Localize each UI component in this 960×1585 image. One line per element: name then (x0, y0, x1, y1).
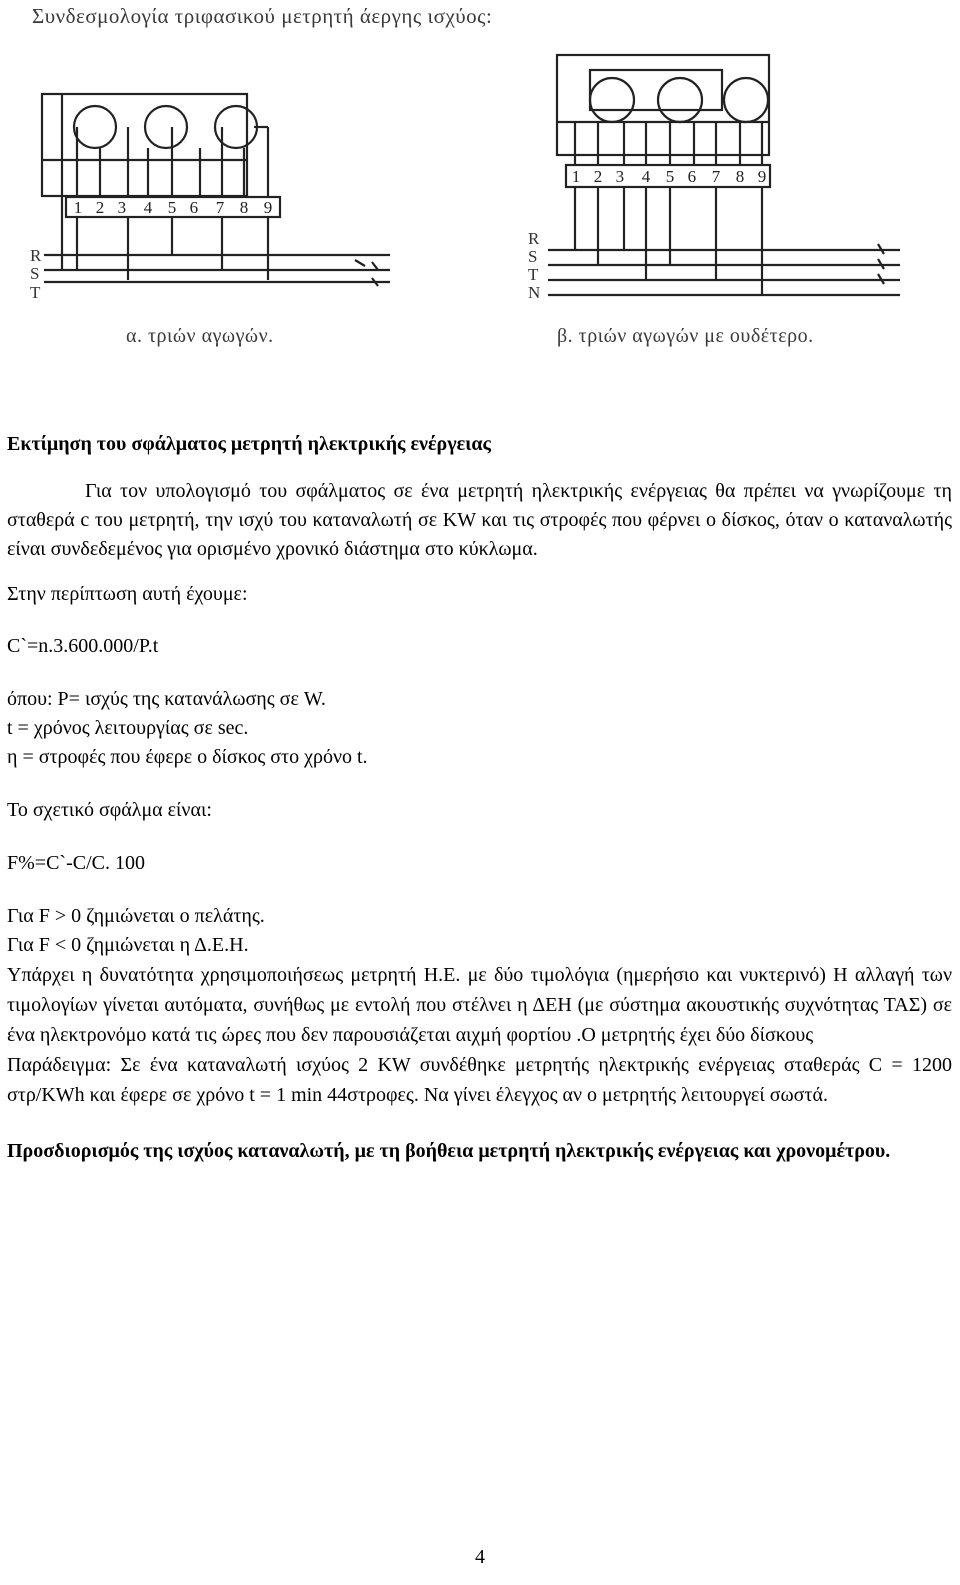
formula-f: F%=C`-C/C. 100 (7, 852, 145, 874)
where-t: t = χρόνος λειτουργίας σε sec. (7, 717, 249, 739)
section-error-estimation (7, 430, 952, 1167)
left-caption: α. τριών αγωγών. (126, 325, 274, 347)
formula-c: C`=n.3.600.000/P.t (7, 635, 159, 657)
paragraph-example: Παράδειγμα: Σε ένα καταναλωτή ισχύος 2 KW συνδέθηκε μετρητής ηλεκτρικής ενέργειας σταθεράς C = 1200 στρ/KWh και έφερε σε χρόνο t = 1 min 44στροφες. Να γίνει έλεγχος αν ο μετρητής λειτουργεί σωστά. (7, 1054, 952, 1106)
left-line-labels: R S T (30, 246, 42, 302)
paragraph-dual-tariff: Υπάρχει η δυνατότητα χρησιμοποιήσεως μετρητή Η.Ε. με δύο τιμολόγια (ημερήσιο και νυκτερινό) Η αλλαγή των τιμολογίων γίνεται αυτόματα, συνήθως με εντολή που στέλνει η ΔΕΗ (με σύστημα ακουστικής συχνότητας ΤΑΣ) σε ένα ηλεκτρονόμο κατά τις ώρες που δεν παρουσιάζεται αιχμή φορτίου .Ο μετρητής έχει δύο δίσκους (7, 964, 952, 1046)
where-p: όπου: P= ισχύς της κατανάλωσης σε W. (7, 688, 326, 710)
left-terminal-labels: 1 2 3 4 5 6 7 8 9 (73, 198, 273, 217)
paragraph-intro: Για τον υπολογισμό του σφάλματος σε ένα μετρητή ηλεκτρικής ενέργειας θα πρέπει να γνωρίζουμε τη σταθερά c του μετρητή, την ισχύ του καταναλωτή σε KW και τις στροφές που φέρνει ο δίσκος, όταν ο καταναλωτής είναι συνδεδεμένος για ορισμένο χρονικό διάστημα στο κύκλωμα. (7, 480, 952, 560)
condition-positive: Για F > 0 ζημιώνεται ο πελάτης. (7, 905, 265, 927)
where-n: η = στροφές που έφερε ο δίσκος στο χρόνο t. (7, 746, 368, 768)
heading-error-estimation: Εκτίμηση του σφάλματος μετρητή ηλεκτρικής ενέργειας (7, 433, 491, 455)
heading-power-determination: Προσδιορισμός της ισχύος καταναλωτή, με τη βοήθεια μετρητή ηλεκτρικής ενέργειας και χρονομέτρου. (7, 1140, 891, 1162)
right-caption: β. τριών αγωγών με ουδέτερο. (557, 325, 814, 347)
right-terminal-labels: 1 2 3 4 5 6 7 8 9 (571, 167, 767, 186)
left-diagram (42, 94, 390, 286)
line-case: Στην περίπτωση αυτή έχουμε: (7, 583, 248, 605)
wiring-diagrams (0, 0, 960, 370)
condition-negative: Για F < 0 ζημιώνεται η Δ.Ε.Η. (7, 934, 249, 956)
figure-title: Συνδεσμολογία τριφασικού μετρητή άεργης ισχύος: (32, 4, 493, 28)
right-line-labels: R S T N (528, 229, 541, 302)
wiring-figure (0, 0, 960, 370)
page-number: 4 (475, 1546, 485, 1568)
line-relative-error: Το σχετικό σφάλμα είναι: (7, 799, 212, 821)
